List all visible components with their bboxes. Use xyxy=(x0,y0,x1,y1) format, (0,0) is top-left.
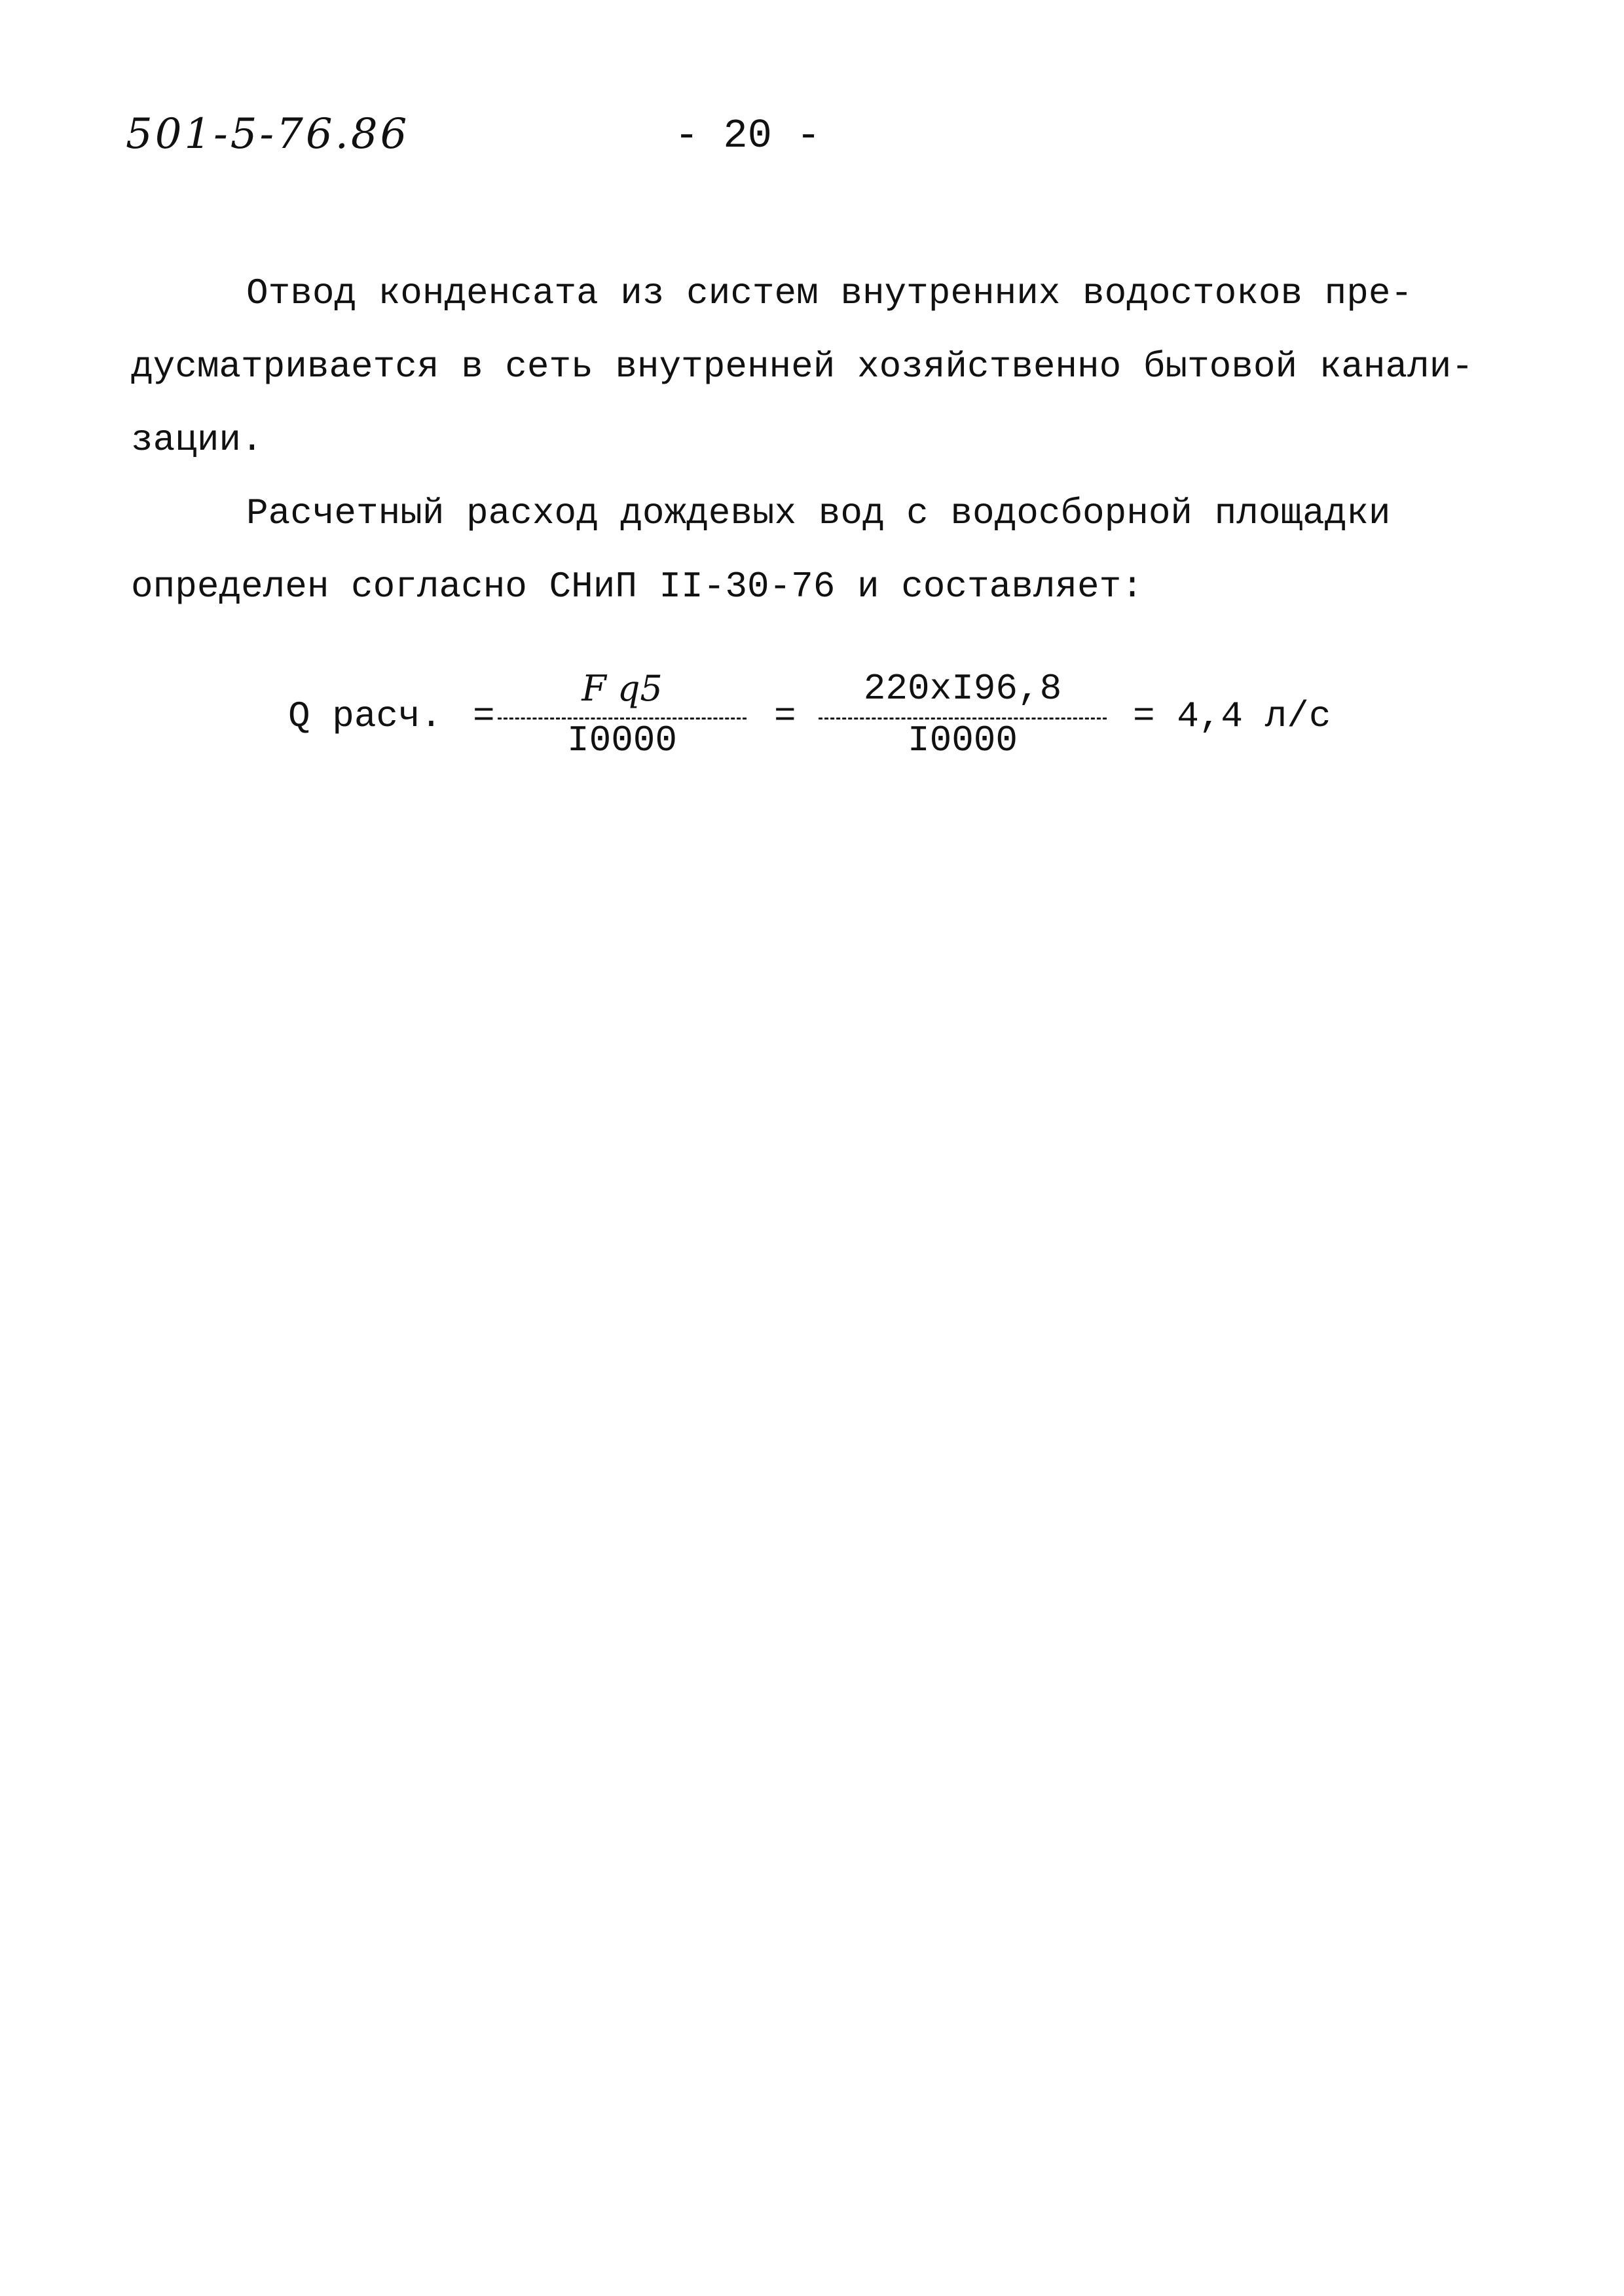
text-line: Отвод конденсата из систем внутренних водостоков пре- xyxy=(246,272,1413,314)
formula-fraction-symbolic xyxy=(498,668,747,761)
page-number: - 20 - xyxy=(674,113,821,159)
fraction-numerator: 220xI96,8 xyxy=(819,668,1107,720)
fraction-denominator: I0000 xyxy=(566,720,678,761)
text-line: определен согласно СНиП II-30-76 и составляет: xyxy=(131,566,1143,608)
text-line: зации. xyxy=(131,419,263,461)
formula-fraction-numeric xyxy=(819,668,1107,761)
text-line: дусматривается в сеть внутренней хозяйственно бытовой канали- xyxy=(131,346,1473,388)
formula-equals-sign: = xyxy=(473,695,495,737)
formula-equals-sign: = xyxy=(774,695,796,737)
text-line: Расчетный расход дождевых вод с водосборной площадки xyxy=(246,492,1391,534)
formula-lhs: Q расч. xyxy=(288,695,443,737)
document-code: 501-5-76.86 xyxy=(126,110,410,158)
formula-result: = 4,4 л/с xyxy=(1133,695,1331,737)
paragraph-condensate-drainage xyxy=(131,257,1526,477)
paragraph-rainwater-flow xyxy=(131,477,1526,623)
fraction-numerator: F q5 xyxy=(498,668,747,720)
fraction-denominator: I0000 xyxy=(907,720,1018,761)
